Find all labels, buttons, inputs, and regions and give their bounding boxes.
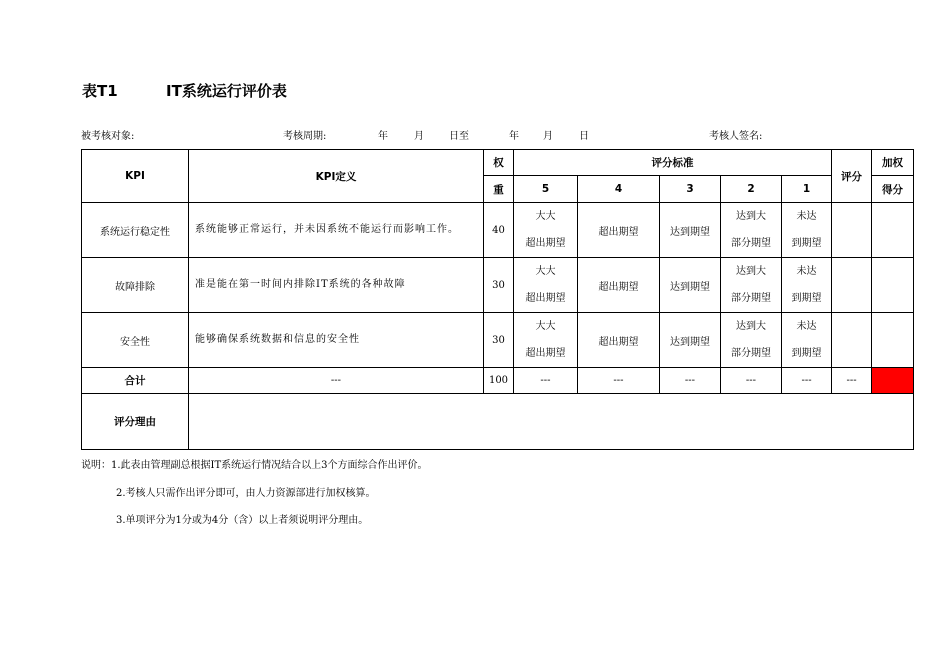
criteria-5-line2: 超出期望 [525, 293, 566, 304]
kpi-cell: 故障排除 [82, 258, 189, 313]
definition-header: KPI定义 [189, 150, 484, 203]
criteria-2-cell [721, 258, 782, 313]
criteria-5-cell [514, 258, 578, 313]
note-1: 说明：1.此表由管理副总根据IT系统运行情况结合以上3个方面综合作出评价。 [81, 460, 428, 471]
weight-cell: 30 [484, 258, 514, 313]
definition-cell: 系统能够正常运行，并未因系统不能运行而影响工作。 [189, 203, 484, 258]
total-c4: --- [578, 368, 660, 394]
criteria-1-line1: 未达 [796, 266, 817, 277]
criteria-2-cell [721, 313, 782, 368]
kpi-cell: 安全性 [82, 313, 189, 368]
weighted-header-top: 加权 [872, 150, 914, 176]
total-label: 合计 [82, 368, 189, 394]
criteria-1-cell [782, 258, 832, 313]
criteria-5-cell [514, 313, 578, 368]
criteria-1-line2: 到期望 [791, 348, 822, 359]
criteria-2-line2: 部分期望 [731, 348, 771, 359]
criteria-1-line2: 到期望 [791, 238, 822, 249]
criteria-1-cell [782, 313, 832, 368]
level-5-header: 5 [514, 176, 578, 203]
score-input-cell[interactable] [832, 258, 872, 313]
level-1-header: 1 [782, 176, 832, 203]
score-input-cell[interactable] [832, 203, 872, 258]
month-1: 月 [414, 131, 424, 142]
year-2: 年 [509, 131, 519, 142]
criteria-5-line1: 大大 [535, 321, 556, 332]
criteria-5-line2: 超出期望 [525, 238, 566, 249]
criteria-5-line1: 大大 [535, 266, 556, 277]
month-2: 月 [543, 131, 553, 142]
day-2: 日 [579, 131, 589, 142]
header-row [82, 150, 914, 176]
score-header: 评分 [832, 150, 872, 203]
criteria-2-line2: 部分期望 [731, 293, 771, 304]
table-row [82, 258, 914, 313]
criteria-4-cell: 超出期望 [578, 313, 660, 368]
criteria-4-cell: 超出期望 [578, 258, 660, 313]
total-score: --- [832, 368, 872, 394]
level-2-header: 2 [721, 176, 782, 203]
criteria-5-line2: 超出期望 [525, 348, 566, 359]
reason-label: 评分理由 [82, 394, 189, 450]
criteria-1-line1: 未达 [796, 211, 817, 222]
criteria-2-line1: 达到大 [736, 211, 766, 222]
title-text: IT系统运行评价表 [166, 82, 287, 100]
day-to: 日至 [449, 131, 469, 142]
weighted-header-bottom: 得分 [872, 176, 914, 203]
criteria-4-cell: 超出期望 [578, 203, 660, 258]
criteria-3-cell: 达到期望 [660, 313, 721, 368]
total-c5: --- [514, 368, 578, 394]
criteria-5-cell [514, 203, 578, 258]
total-row [82, 368, 914, 394]
total-c1: --- [782, 368, 832, 394]
total-weighted-score-highlight [872, 368, 914, 394]
weight-header-top: 权 [484, 150, 514, 176]
kpi-cell: 系统运行稳定性 [82, 203, 189, 258]
note-3: 3.单项评分为1分或为4分（含）以上者须说明评分理由。 [116, 515, 369, 526]
criteria-3-cell: 达到期望 [660, 203, 721, 258]
weighted-score-cell [872, 203, 914, 258]
weighted-score-cell [872, 258, 914, 313]
note-2: 2.考核人只需作出评分即可，由人力资源部进行加权核算。 [116, 488, 376, 499]
subject-label: 被考核对象: [81, 131, 135, 142]
definition-cell: 准是能在第一时间内排除IT系统的各种故障 [189, 258, 484, 313]
criteria-2-line2: 部分期望 [731, 238, 771, 249]
criteria-2-cell [721, 203, 782, 258]
criteria-2-line1: 达到大 [736, 321, 766, 332]
table-row [82, 203, 914, 258]
document-title [82, 80, 287, 101]
definition-cell: 能够确保系统数据和信息的安全性 [189, 313, 484, 368]
criteria-3-cell: 达到期望 [660, 258, 721, 313]
level-4-header: 4 [578, 176, 660, 203]
table-row [82, 313, 914, 368]
title-code: 表T1 [82, 82, 118, 100]
weight-cell: 40 [484, 203, 514, 258]
total-definition: --- [189, 368, 484, 394]
criteria-2-line1: 达到大 [736, 266, 766, 277]
reason-row [82, 394, 914, 450]
year-1: 年 [378, 131, 388, 142]
criteria-1-line2: 到期望 [791, 293, 822, 304]
weighted-score-cell [872, 313, 914, 368]
weight-header-bottom: 重 [484, 176, 514, 203]
score-input-cell[interactable] [832, 313, 872, 368]
reason-input-cell[interactable] [189, 394, 914, 450]
kpi-header: KPI [82, 150, 189, 203]
criteria-header: 评分标准 [514, 150, 832, 176]
total-c2: --- [721, 368, 782, 394]
criteria-5-line1: 大大 [535, 211, 556, 222]
weight-cell: 30 [484, 313, 514, 368]
criteria-1-line1: 未达 [796, 321, 817, 332]
period-label: 考核周期: [283, 131, 327, 142]
criteria-1-cell [782, 203, 832, 258]
total-weight: 100 [484, 368, 514, 394]
total-c3: --- [660, 368, 721, 394]
signer-label: 考核人签名: [709, 131, 763, 142]
evaluation-table [81, 149, 914, 450]
level-3-header: 3 [660, 176, 721, 203]
